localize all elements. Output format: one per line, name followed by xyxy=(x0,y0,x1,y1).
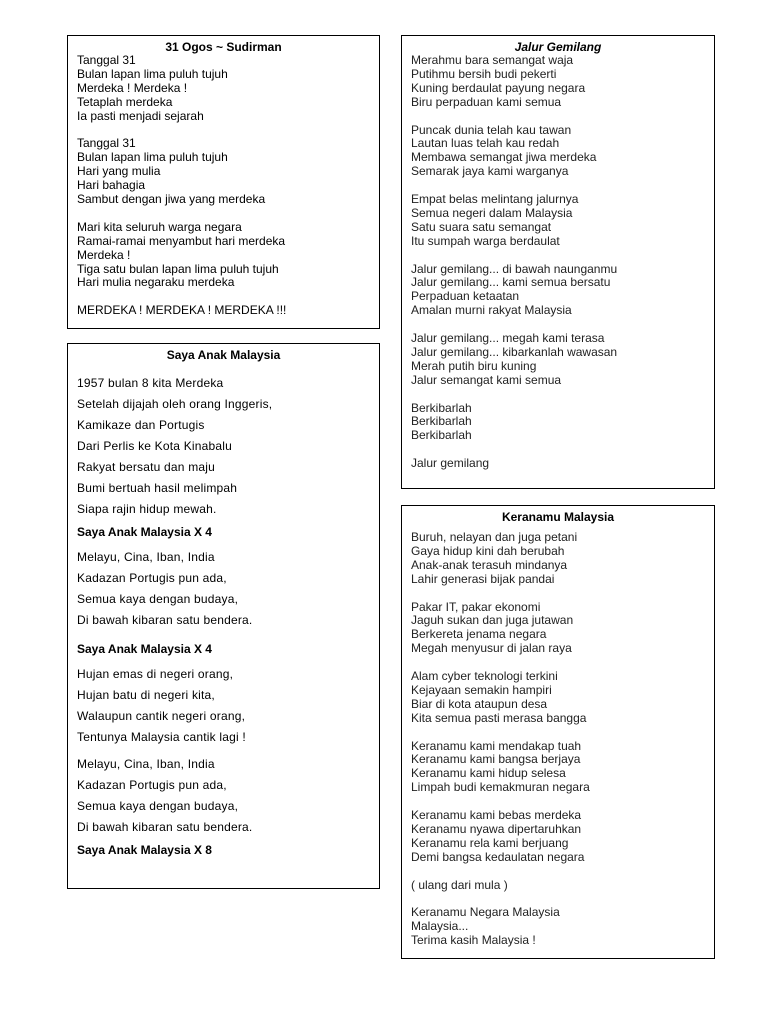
lyric-line: Puncak dunia telah kau tawan xyxy=(411,122,572,137)
lyric-line: Semua kaya dengan budaya, xyxy=(77,799,239,813)
lyric-line: Jalur gemilang... megah kami terasa xyxy=(411,331,605,346)
lyric-line: Setelah dijajah oleh orang Inggeris, xyxy=(77,397,273,411)
stanza xyxy=(411,457,714,471)
lyric-line: Keranamu Negara Malaysia xyxy=(411,905,560,920)
lyric-line: Terima kasih Malaysia ! xyxy=(411,933,536,948)
lyric-line: Keranamu rela kami berjuang xyxy=(411,835,569,850)
lyric-line: Semua negeri dalam Malaysia xyxy=(411,205,573,220)
lyric-line: Bumi bertuah hasil melimpah xyxy=(77,481,238,495)
lyric-line: Kuning berdaulat payung negara xyxy=(411,80,586,95)
lyric-line: Berkibarlah xyxy=(411,414,472,429)
spacer xyxy=(77,631,379,637)
lyric-line: Kamikaze dan Portugis xyxy=(77,418,205,432)
stanza xyxy=(411,402,714,444)
lyric-line: Merahmu bara semangat waja xyxy=(411,53,574,67)
stanza xyxy=(411,740,714,796)
stanza xyxy=(77,137,379,207)
lyric-line: Berkereta jenama negara xyxy=(411,627,547,642)
lyric-line: Kadazan Portugis pun ada, xyxy=(77,778,227,792)
lyric-line: Buruh, nelayan dan juga petani xyxy=(411,530,578,544)
lyric-line: Jalur gemilang... di bawah naunganmu xyxy=(411,261,618,276)
lyric-line: 1957 bulan 8 kita Merdeka xyxy=(77,376,224,390)
lyric-line: Di bawah kibaran satu bendera. xyxy=(77,613,253,627)
chorus-line: Saya Anak Malaysia X 4 xyxy=(77,642,212,656)
lyric-line: Keranamu kami mendakap tuah xyxy=(411,738,582,753)
song-box-31-ogos xyxy=(67,35,380,329)
lyric-line: Keranamu nyawa dipertaruhkan xyxy=(411,821,582,836)
lyric-line: Merdeka ! Merdeka ! xyxy=(77,80,188,95)
lyric-line: Anak-anak terasuh mindanya xyxy=(411,557,568,572)
lyric-line: Demi bangsa kedaulatan negara xyxy=(411,849,585,864)
lyric-line: Tiga satu bulan lapan lima puluh tujuh xyxy=(77,261,279,276)
lyric-line: Kita semua pasti merasa bangga xyxy=(411,710,587,725)
lyric-line: Merah putih biru kuning xyxy=(411,358,537,373)
stanza xyxy=(411,670,714,726)
lyric-line: Berkibarlah xyxy=(411,428,472,443)
lyric-line: Tentunya Malaysia cantik lagi ! xyxy=(77,730,246,744)
chorus-line: Saya Anak Malaysia X 4 xyxy=(77,525,212,539)
lyric-line: Malaysia... xyxy=(411,919,469,934)
lyric-line: Dari Perlis ke Kota Kinabalu xyxy=(77,439,233,453)
lyric-line: Berkibarlah xyxy=(411,400,472,415)
lyric-line: Ia pasti menjadi sejarah xyxy=(77,108,204,123)
lyric-line: Satu suara satu semangat xyxy=(411,219,552,234)
lyric-line: Melayu, Cina, Iban, India xyxy=(77,757,215,771)
song-box-jalur-gemilang xyxy=(401,35,715,489)
lyric-line: Melayu, Cina, Iban, India xyxy=(77,550,215,564)
stanza xyxy=(411,809,714,865)
lyric-line: Lahir generasi bijak pandai xyxy=(411,571,555,586)
lyric-line: Bulan lapan lima puluh tujuh xyxy=(77,66,228,81)
lyric-line: Keranamu kami bebas merdeka xyxy=(411,808,582,823)
lyric-line: Lautan luas telah kau redah xyxy=(411,136,560,151)
song-box-saya-anak-malaysia xyxy=(67,343,380,889)
lyric-line: Semarak jaya kami warganya xyxy=(411,164,569,179)
lyric-line: Hari yang mulia xyxy=(77,164,161,179)
lyric-line: Jalur gemilang... kami semua bersatu xyxy=(411,275,611,290)
stanza xyxy=(411,54,714,110)
lyric-line: Putihmu bersih budi pekerti xyxy=(411,66,557,81)
stanza xyxy=(411,601,714,657)
lyric-line: Siapa rajin hidup mewah. xyxy=(77,502,217,516)
lyric-line: Bulan lapan lima puluh tujuh xyxy=(77,150,228,165)
stanza xyxy=(77,221,379,291)
lyric-line: Hujan batu di negeri kita, xyxy=(77,688,215,702)
lyric-line: Membawa semangat jiwa merdeka xyxy=(411,150,597,165)
lyric-line: Jalur gemilang xyxy=(411,456,490,471)
lyric-line: Perpaduan ketaatan xyxy=(411,289,520,304)
stanza xyxy=(411,531,714,587)
lyric-line: Jaguh sukan dan juga jutawan xyxy=(411,613,574,628)
song-title: Saya Anak Malaysia xyxy=(166,348,281,362)
lyric-line: MERDEKA ! MERDEKA ! MERDEKA !!! xyxy=(77,303,287,318)
lyric-line: Keranamu kami hidup selesa xyxy=(411,766,566,781)
lyric-line: Di bawah kibaran satu bendera. xyxy=(77,820,253,834)
lyric-line: Megah menyusur di jalan raya xyxy=(411,641,572,656)
song-title: Keranamu Malaysia xyxy=(501,510,615,524)
lyric-line: Tanggal 31 xyxy=(77,53,136,67)
lyric-line: Hari mulia negaraku merdeka xyxy=(77,275,235,290)
lyric-line: Gaya hidup kini dah berubah xyxy=(411,543,565,558)
lyric-line: Sambut dengan jiwa yang merdeka xyxy=(77,192,266,207)
stanza xyxy=(411,906,714,948)
stanza xyxy=(77,304,379,318)
lyric-line: Jalur gemilang... kibarkanlah wawasan xyxy=(411,344,618,359)
song-title: 31 Ogos ~ Sudirman xyxy=(165,40,282,54)
lyric-line: Jalur semangat kami semua xyxy=(411,372,562,387)
stanza xyxy=(411,879,714,893)
lyric-line: Walaupun cantik negeri orang, xyxy=(77,709,246,723)
lyric-line: Biru perpaduan kami semua xyxy=(411,94,562,109)
lyric-line: Hari bahagia xyxy=(77,178,146,193)
lyric-line: Kadazan Portugis pun ada, xyxy=(77,571,227,585)
lyric-line: Mari kita seluruh warga negara xyxy=(77,219,242,234)
lyric-line: Merdeka ! xyxy=(77,247,131,262)
stanza xyxy=(411,124,714,180)
lyric-line: Amalan murni rakyat Malaysia xyxy=(411,303,572,318)
lyric-line: Empat belas melintang jalurnya xyxy=(411,192,579,207)
song-box-keranamu-malaysia xyxy=(401,505,715,959)
lyric-line: Limpah budi kemakmuran negara xyxy=(411,780,590,795)
lyric-line: Tetaplah merdeka xyxy=(77,94,173,109)
lyric-line: Tanggal 31 xyxy=(77,136,136,151)
stanza xyxy=(411,332,714,388)
song-title: Jalur Gemilang xyxy=(514,40,602,54)
lyric-line: Keranamu kami bangsa berjaya xyxy=(411,752,581,767)
lyric-line: ( ulang dari mula ) xyxy=(411,877,508,892)
lyric-line: Kejayaan semakin hampiri xyxy=(411,682,552,697)
lyric-line: Itu sumpah warga berdaulat xyxy=(411,233,560,248)
lyric-line: Alam cyber teknologi terkini xyxy=(411,669,558,684)
stanza xyxy=(77,54,379,124)
stanza xyxy=(411,263,714,319)
lyric-line: Biar di kota ataupun desa xyxy=(411,696,548,711)
lyric-line: Pakar IT, pakar ekonomi xyxy=(411,599,541,614)
lyric-line: Semua kaya dengan budaya, xyxy=(77,592,239,606)
stanza xyxy=(411,193,714,249)
chorus-line: Saya Anak Malaysia X 8 xyxy=(77,843,212,857)
lyric-line: Rakyat bersatu dan maju xyxy=(77,460,216,474)
lyric-line: Hujan emas di negeri orang, xyxy=(77,667,234,681)
lyric-line: Ramai-ramai menyambut hari merdeka xyxy=(77,233,286,248)
